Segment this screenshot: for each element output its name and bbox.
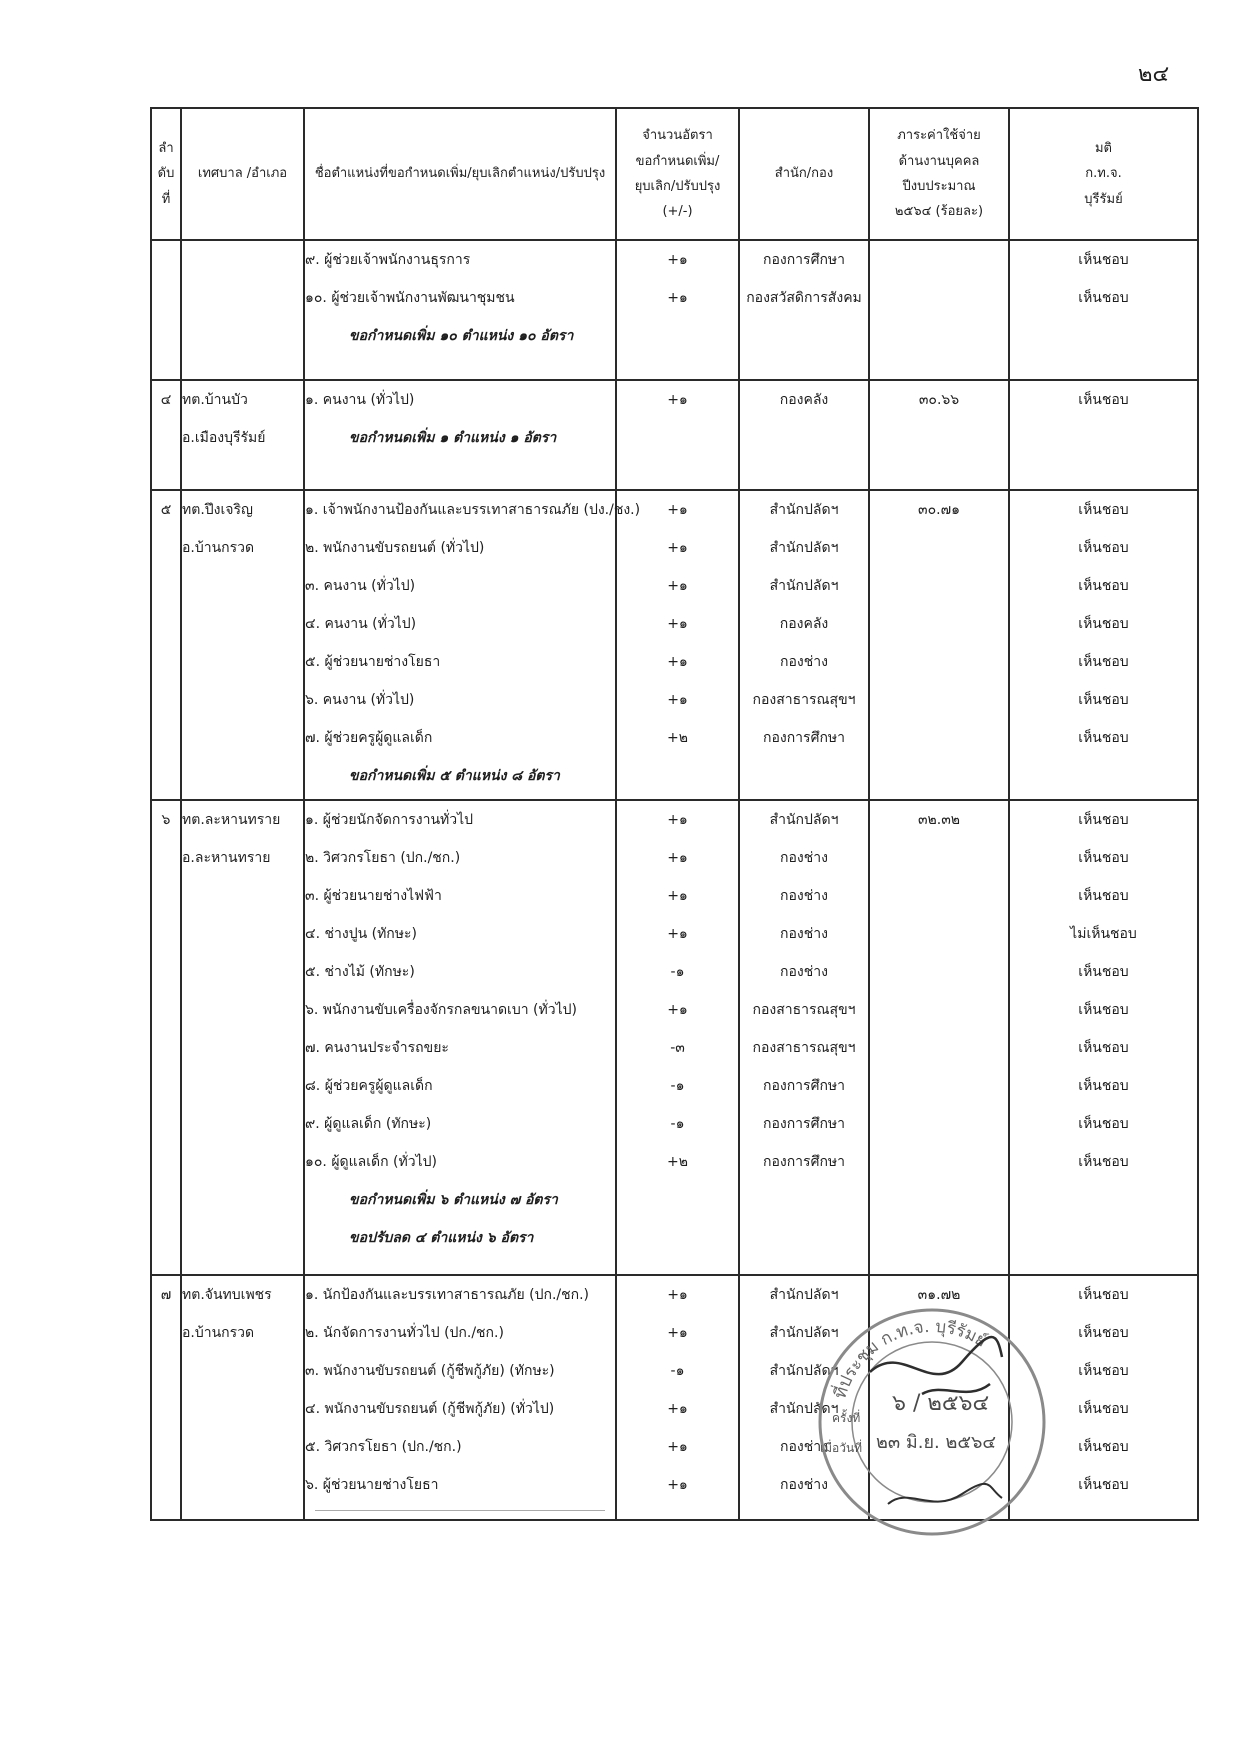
office-cell: [739, 1275, 869, 1520]
rate-value: -๑: [670, 1363, 685, 1379]
office-cell: [739, 240, 869, 380]
office-name: กองการศึกษา: [762, 252, 846, 268]
table-row: [151, 800, 1198, 1275]
cost-cell: [869, 240, 1009, 380]
resolution-value: เห็นชอบ: [1078, 730, 1129, 746]
resolution-cell: [1009, 490, 1198, 800]
position-name: ๑. เจ้าพนักงานป้องกันและบรรเทาสาธารณภัย (ปง./ชง.): [305, 502, 641, 518]
office-name: กองช่าง: [780, 926, 828, 942]
rate-cell: [616, 490, 739, 800]
rate-value: +๑: [667, 1477, 688, 1493]
office-name: กองการศึกษา: [762, 730, 846, 746]
rate-value: +๑: [667, 578, 688, 594]
municipality-line: อ.บ้านกรวด: [182, 1325, 255, 1341]
resolution-value: เห็นชอบ: [1078, 1363, 1129, 1379]
position-name: ๔. ช่างปูน (ทักษะ): [305, 926, 417, 942]
resolution-value: เห็นชอบ: [1078, 616, 1129, 632]
rate-value: +๑: [667, 392, 688, 408]
rate-value: +๑: [667, 812, 688, 828]
resolution-value: เห็นชอบ: [1078, 1325, 1129, 1341]
underline-mark: [315, 1510, 605, 1511]
position-cell: [304, 490, 641, 800]
rate-value: +๒: [667, 730, 688, 746]
municipality-cell: [181, 380, 304, 490]
rate-value: +๑: [667, 1002, 688, 1018]
resolution-value: เห็นชอบ: [1078, 1116, 1129, 1132]
group-summary: ขอกำหนดเพิ่ม ๑ ตำแหน่ง ๑ อัตรา: [349, 430, 557, 446]
rate-cell: [616, 800, 739, 1275]
resolution-value: เห็นชอบ: [1078, 888, 1129, 904]
office-name: กองสาธารณสุขฯ: [752, 692, 856, 708]
rate-value: +๑: [667, 654, 688, 670]
order-cell: ๗: [151, 1275, 181, 1520]
office-name: กองสวัสดิการสังคม: [746, 290, 862, 306]
office-name: สำนักปลัดฯ: [769, 812, 839, 828]
resolution-value: เห็นชอบ: [1078, 540, 1129, 556]
office-name: สำนักปลัดฯ: [769, 1401, 839, 1417]
header-municipality: เทศบาล /อำเภอ: [181, 108, 304, 240]
resolution-cell: [1009, 1275, 1198, 1520]
table-row: [151, 380, 1198, 490]
office-cell: [739, 490, 869, 800]
office-name: กองช่าง: [780, 964, 828, 980]
position-name: ๓. พนักงานขับรถยนต์ (กู้ชีพกู้ภัย) (ทักษะ): [305, 1363, 555, 1379]
rate-value: +๑: [667, 540, 688, 556]
cost-cell: ๓๐.๖๖: [869, 380, 1009, 490]
resolution-value: เห็นชอบ: [1078, 578, 1129, 594]
group-summary: ขอปรับลด ๔ ตำแหน่ง ๖ อัตรา: [349, 1230, 534, 1246]
resolution-value: เห็นชอบ: [1078, 692, 1129, 708]
rate-value: +๑: [667, 692, 688, 708]
resolution-value: เห็นชอบ: [1078, 290, 1129, 306]
rate-value: +๑: [667, 1287, 688, 1303]
cost-cell: ๓๑.๗๒: [869, 1275, 1009, 1520]
rate-value: -๓: [670, 1040, 685, 1056]
rate-value: +๑: [667, 616, 688, 632]
office-name: กองการศึกษา: [762, 1078, 846, 1094]
position-name: ๑๐. ผู้ช่วยเจ้าพนักงานพัฒนาชุมชน: [305, 290, 515, 306]
office-name: สำนักปลัดฯ: [769, 540, 839, 556]
group-summary: ขอกำหนดเพิ่ม ๕ ตำแหน่ง ๘ อัตรา: [349, 768, 560, 784]
rate-cell: [616, 1275, 739, 1520]
header-office: สำนัก/กอง: [739, 108, 869, 240]
office-name: สำนักปลัดฯ: [769, 1287, 839, 1303]
resolution-value: เห็นชอบ: [1078, 1002, 1129, 1018]
resolution-value: เห็นชอบ: [1078, 850, 1129, 866]
order-cell: ๖: [151, 800, 181, 1275]
position-name: ๔. พนักงานขับรถยนต์ (กู้ชีพกู้ภัย) (ทั่วไป): [305, 1401, 555, 1417]
resolution-value: เห็นชอบ: [1078, 252, 1129, 268]
office-cell: [739, 800, 869, 1275]
rate-value: -๑: [670, 1078, 685, 1094]
order-cell: ๔: [151, 380, 181, 490]
office-name: กองคลัง: [779, 392, 829, 408]
municipality-cell: [181, 490, 304, 800]
resolution-cell: [1009, 800, 1198, 1275]
office-name: กองช่าง: [780, 654, 828, 670]
office-name: กองช่าง: [780, 1477, 828, 1493]
municipality-line: อ.บ้านกรวด: [182, 540, 255, 556]
rate-cell: [616, 240, 739, 380]
resolution-cell: [1009, 240, 1198, 380]
resolution-value: เห็นชอบ: [1078, 1154, 1129, 1170]
rate-value: +๑: [667, 502, 688, 518]
resolution-value: ไม่เห็นชอบ: [1070, 926, 1137, 942]
rate-value: +๑: [667, 926, 688, 942]
resolution-value: เห็นชอบ: [1078, 812, 1129, 828]
group-summary: ขอกำหนดเพิ่ม ๖ ตำแหน่ง ๗ อัตรา: [349, 1192, 558, 1208]
office-name: กองสาธารณสุขฯ: [752, 1040, 856, 1056]
position-name: ๗. ผู้ช่วยครูผู้ดูแลเด็ก: [305, 730, 433, 746]
position-name: ๙. ผู้ดูแลเด็ก (ทักษะ): [305, 1116, 432, 1132]
rate-value: +๑: [667, 1325, 688, 1341]
position-name: ๒. พนักงานขับรถยนต์ (ทั่วไป): [305, 540, 485, 556]
stamp-date: ๒๓ มิ.ย. ๒๕๖๔: [876, 1432, 997, 1453]
municipality-line: อ.ละหานทราย: [182, 850, 271, 866]
position-name: ๕. ผู้ช่วยนายช่างโยธา: [305, 654, 441, 670]
resolution-value: เห็นชอบ: [1078, 502, 1129, 518]
resolution-value: เห็นชอบ: [1078, 1078, 1129, 1094]
office-name: กองคลัง: [779, 616, 829, 632]
position-name: ๑๐. ผู้ดูแลเด็ก (ทั่วไป): [305, 1154, 437, 1170]
rate-value: +๑: [667, 1401, 688, 1417]
rate-value: +๑: [667, 888, 688, 904]
cost-cell: ๓๒.๓๒: [869, 800, 1009, 1275]
resolution-cell: [1009, 380, 1198, 490]
position-name: ๖. ผู้ช่วยนายช่างโยธา: [305, 1477, 439, 1493]
resolution-value: เห็นชอบ: [1078, 1439, 1129, 1455]
municipality-line: ทต.ละหานทราย: [182, 812, 281, 828]
position-cell: [304, 380, 616, 490]
header-resolution: มติ ก.ท.จ. บุรีรัมย์: [1009, 108, 1198, 240]
office-cell: [739, 380, 869, 490]
position-name: ๖. คนงาน (ทั่วไป): [305, 692, 415, 708]
position-name: ๕. วิศวกรโยธา (ปก./ชก.): [305, 1439, 462, 1455]
resolution-value: เห็นชอบ: [1078, 964, 1129, 980]
rate-value: +๑: [667, 850, 688, 866]
header-position-name: ชื่อตำแหน่งที่ขอกำหนดเพิ่ม/ยุบเลิกตำแหน่ง/ปรับปรุง: [304, 108, 616, 240]
group-summary: ขอกำหนดเพิ่ม ๑๐ ตำแหน่ง ๑๐ อัตรา: [349, 328, 574, 344]
rate-value: +๑: [667, 290, 688, 306]
position-name: ๒. วิศวกรโยธา (ปก./ชก.): [305, 850, 461, 866]
municipality-line: อ.เมืองบุรีรัมย์: [182, 430, 266, 446]
rate-value: -๑: [670, 964, 685, 980]
position-name: ๒. นักจัดการงานทั่วไป (ปก./ชก.): [305, 1325, 504, 1341]
positions-table: [150, 107, 1199, 1521]
position-name: ๑. ผู้ช่วยนักจัดการงานทั่วไป: [305, 812, 474, 828]
position-name: ๑. คนงาน (ทั่วไป): [305, 392, 415, 408]
order-cell: ๕: [151, 490, 181, 800]
cost-cell: ๓๐.๗๑: [869, 490, 1009, 800]
position-name: ๖. พนักงานขับเครื่องจักรกลขนาดเบา (ทั่วไป): [305, 1002, 577, 1018]
position-name: ๘. ผู้ช่วยครูผู้ดูแลเด็ก: [305, 1078, 433, 1094]
rate-value: +๑: [667, 1439, 688, 1455]
office-name: กองช่าง: [780, 850, 828, 866]
page-number: ๒๔: [1138, 62, 1170, 87]
header-cost: ภาระค่าใช้จ่าย ด้านงานบุคคล ปีงบประมาณ ๒๕๖๔ (ร้อยละ): [869, 108, 1009, 240]
position-cell: [304, 1275, 616, 1520]
resolution-value: เห็นชอบ: [1078, 1287, 1129, 1303]
rate-value: +๑: [667, 252, 688, 268]
order-cell: [151, 240, 181, 380]
municipality-cell: [181, 240, 304, 380]
position-name: ๓. คนงาน (ทั่วไป): [305, 578, 416, 594]
rate-value: +๒: [667, 1154, 688, 1170]
office-name: กองช่าง: [780, 888, 828, 904]
table-row: [151, 490, 1198, 800]
office-name: กองการศึกษา: [762, 1116, 846, 1132]
resolution-value: เห็นชอบ: [1078, 1040, 1129, 1056]
municipality-line: ทต.บ้านบัว: [182, 392, 248, 408]
position-name: ๕. ช่างไม้ (ทักษะ): [305, 964, 415, 980]
rate-cell: [616, 380, 739, 490]
header-order: ลำ ดับ ที่: [151, 108, 181, 240]
office-name: สำนักปลัดฯ: [769, 578, 839, 594]
municipality-cell: [181, 800, 304, 1275]
office-name: กองการศึกษา: [762, 1154, 846, 1170]
table-header-row: [151, 108, 1198, 240]
office-name: สำนักปลัดฯ: [769, 1325, 839, 1341]
municipality-line: ทต.จันทบเพชร: [182, 1287, 272, 1303]
municipality-line: ทต.ปึงเจริญ: [182, 502, 253, 518]
office-name: สำนักปลัดฯ: [769, 502, 839, 518]
office-name: สำนักปลัดฯ: [769, 1363, 839, 1379]
office-name: กองสาธารณสุขฯ: [752, 1002, 856, 1018]
position-name: ๑. นักป้องกันและบรรเทาสาธารณภัย (ปก./ชก.): [305, 1287, 590, 1303]
stamp-date-label: เมื่อวันที่: [820, 1441, 863, 1455]
stamp-session: ๖ / ๒๕๖๔: [892, 1391, 990, 1416]
position-name: ๓. ผู้ช่วยนายช่างไฟฟ้า: [305, 888, 442, 904]
position-cell: [304, 800, 616, 1275]
rate-value: -๑: [670, 1116, 685, 1132]
position-name: ๗. คนงานประจำรถขยะ: [305, 1040, 449, 1056]
position-name: ๙. ผู้ช่วยเจ้าพนักงานธุรการ: [305, 252, 471, 268]
resolution-value: เห็นชอบ: [1078, 654, 1129, 670]
resolution-value: เห็นชอบ: [1078, 1477, 1129, 1493]
office-name: กองช่าง: [780, 1439, 828, 1455]
table-row: [151, 240, 1198, 380]
position-cell: [304, 240, 616, 380]
resolution-value: เห็นชอบ: [1078, 392, 1129, 408]
municipality-cell: [181, 1275, 304, 1520]
position-name: ๔. คนงาน (ทั่วไป): [305, 616, 417, 632]
table-row: [151, 1275, 1198, 1520]
header-rate-count: จำนวนอัตรา ขอกำหนดเพิ่ม/ ยุบเลิก/ปรับปรุง (+/-): [616, 108, 739, 240]
resolution-value: เห็นชอบ: [1078, 1401, 1129, 1417]
stamp-ring-text: ที่ประชุม ก.ท.จ. บุรีรัมย์: [830, 1316, 990, 1402]
stamp-session-label: ครั้งที่: [832, 1411, 861, 1425]
